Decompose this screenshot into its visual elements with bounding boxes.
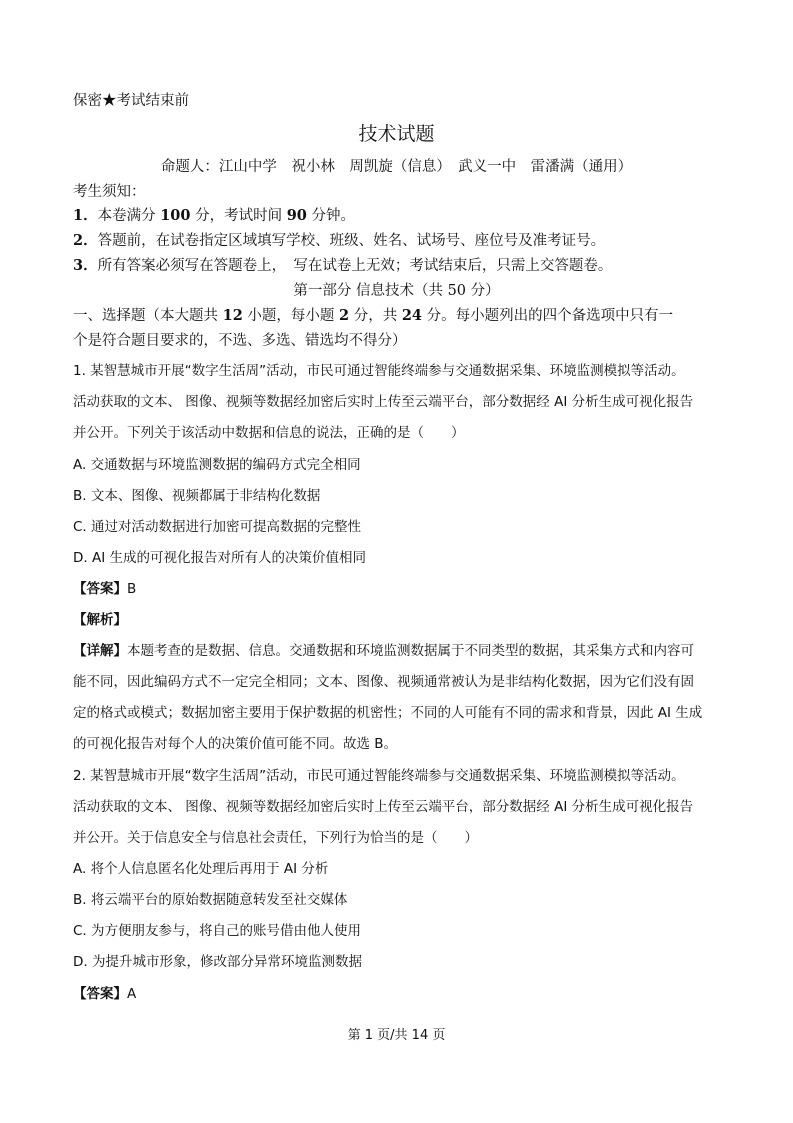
answer-value: A xyxy=(127,986,137,1002)
part1-instructions-line1 xyxy=(73,306,673,326)
q2-option-b: B. 将云端平台的原始数据随意转发至社交媒体 xyxy=(73,892,348,908)
q2-stem-line: 2. 某智慧城市开展“数字生活周”活动，市民可通过智能终端参与交通数据采集、环境监测模拟等活动。 xyxy=(73,768,685,784)
q2-answer xyxy=(73,984,136,1004)
q1-option-c: C. 通过对活动数据进行加密可提高数据的完整性 xyxy=(73,519,362,535)
q1-detail-line xyxy=(73,641,694,661)
detail-tag: 【详解】 xyxy=(73,643,127,659)
q1-detail-line: 的可视化报告对每个人的决策价值可能不同。故选 B。 xyxy=(73,736,398,752)
section-title: 第一部分 信息技术（共 50 分） xyxy=(293,283,500,299)
notice-text: 分，考试时间 xyxy=(190,208,287,224)
instr-bold: 12 xyxy=(222,307,243,324)
notice-item-3 xyxy=(73,256,612,276)
notice-item-num: 1． xyxy=(73,207,98,224)
notice-item-num: 3． xyxy=(73,257,98,274)
q2-stem-line: 活动获取的文本、 图像、视频等数据经加密后实时上传至云端平台，部分数据经 AI 分析生成可视化报告 xyxy=(73,799,694,815)
notice-text: 答题前，在试卷指定区域填写学校、班级、姓名、试场号、座位号及准考证号。 xyxy=(97,233,606,249)
answer-tag: 【答案】 xyxy=(73,986,127,1002)
q1-stem-line: 活动获取的文本、 图像、视频等数据经加密后实时上传至云端平台，部分数据经 AI 分析生成可视化报告 xyxy=(73,394,694,410)
q2-option-c: C. 为方便朋友参与，将自己的账号借由他人使用 xyxy=(73,923,362,939)
q2-option-a: A. 将个人信息匿名化处理后再用于 AI 分析 xyxy=(73,861,329,877)
notice-item-2 xyxy=(73,231,605,251)
instr-text: 分，共 xyxy=(349,308,402,324)
detail-text: 本题考查的是数据、信息。交通数据和环境监测数据属于不同类型的数据，其采集方式和内容可 xyxy=(127,643,694,659)
notice-text: 所有答案必须写在答题卷上， 写在试卷上无效；考试结束后，只需上交答题卷。 xyxy=(97,258,613,274)
confidential-label: 保密★考试结束前 xyxy=(73,93,189,109)
notice-bold-value: 90 xyxy=(286,207,307,224)
q1-detail-line: 能不同，因此编码方式不一定完全相同；文本、图像、视频通常被认为是非结构化数据，因为它们没有固 xyxy=(73,674,694,690)
notice-heading: 考生须知： xyxy=(73,184,146,200)
instr-text: 一、选择题（本大题共 xyxy=(73,308,223,324)
q2-stem-line: 并公开。关于信息安全与信息社会责任，下列行为恰当的是（ ） xyxy=(73,830,478,846)
notice-item-num: 2． xyxy=(73,232,98,249)
q1-stem-line: 1. 某智慧城市开展“数字生活周”活动，市民可通过智能终端参与交通数据采集、环境监测模拟等活动。 xyxy=(73,363,685,379)
instr-bold: 24 xyxy=(401,307,423,324)
instr-bold: 2 xyxy=(339,307,350,324)
instr-text: 分。每小题列出的四个备选项中只有一 xyxy=(422,308,674,324)
answer-value: B xyxy=(127,581,137,597)
notice-item-1 xyxy=(73,206,355,226)
notice-text: 分钟。 xyxy=(306,208,355,224)
q1-detail-line: 定的格式或模式；数据加密主要用于保护数据的机密性；不同的人可能有不同的需求和背景，因此 AI 生成 xyxy=(73,705,703,721)
q2-option-d: D. 为提升城市形象，修改部分异常环境监测数据 xyxy=(73,954,362,970)
answer-tag: 【答案】 xyxy=(73,581,127,597)
authors-line: 命题人：江山中学 祝小林 周凯旋（信息） 武义一中 雷潘满（通用） xyxy=(160,159,633,175)
instr-text: 小题，每小题 xyxy=(242,308,340,324)
notice-text: 本卷满分 xyxy=(97,208,161,224)
page-title: 技术试题 xyxy=(358,123,435,145)
q1-option-d: D. AI 生成的可视化报告对所有人的决策价值相同 xyxy=(73,550,366,566)
q1-stem-line: 并公开。下列关于该活动中数据和信息的说法，正确的是（ ） xyxy=(73,425,465,441)
notice-bold-value: 100 xyxy=(160,207,191,224)
q1-answer xyxy=(73,579,136,599)
q1-option-a: A. 交通数据与环境监测数据的编码方式完全相同 xyxy=(73,457,361,473)
q1-analysis-tag: 【解析】 xyxy=(73,612,127,628)
q1-option-b: B. 文本、图像、视频都属于非结构化数据 xyxy=(73,488,321,504)
part1-instructions-line2: 个是符合题目要求的，不选、多选、错选均不得分） xyxy=(73,333,407,349)
page-footer: 第 1 页/共 14 页 xyxy=(347,1028,446,1043)
